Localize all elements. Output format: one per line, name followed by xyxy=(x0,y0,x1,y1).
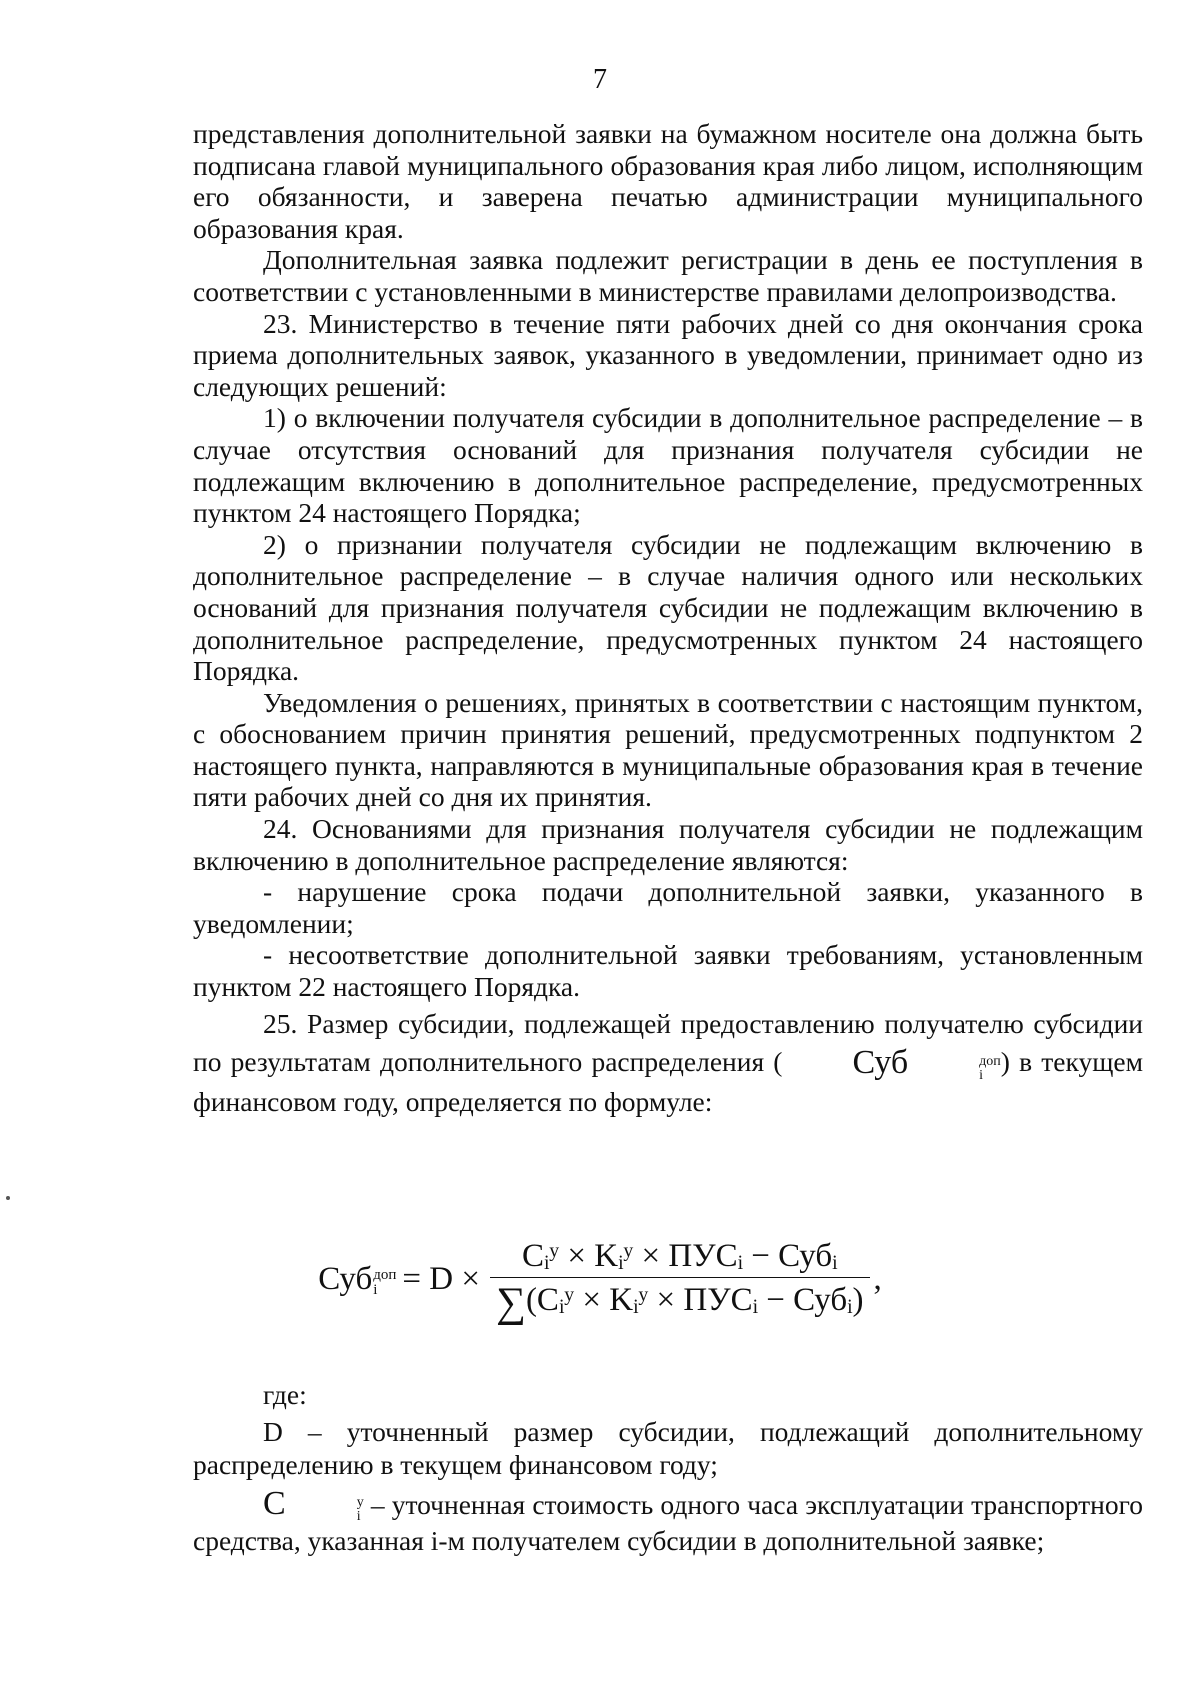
c-symbol: C у i xyxy=(263,1485,364,1524)
formula-lhs: Суб доп i xyxy=(318,1261,397,1298)
formula xyxy=(0,1238,1200,1326)
definition-c xyxy=(193,1487,1143,1557)
paragraph: 2) о признании получателя субсидии не подлежащим включению в дополнительное распределение – в случае наличия одного или нескольких оснований для признания получателя субсидии не подлежащим включению в дополнительное распределение, предусмотренных пунктом 24 настоящего Порядка. xyxy=(193,528,1143,687)
formula-trailing-comma: , xyxy=(873,1261,882,1297)
paragraph: представления дополнительной заявки на бумажном носителе она должна быть подписана главой муниципального образования края либо лицом, исполняющим его обязанности, и заверена печатью администрации муниципального образования края. xyxy=(193,118,1143,244)
formula-equals: = D × xyxy=(402,1261,480,1297)
symbol-superscript: доп xyxy=(979,1053,1001,1069)
page-number: 7 xyxy=(593,64,607,95)
paragraph: 24. Основаниями для признания получателя субсидии не подлежащим включению в дополнительное распределение являются: xyxy=(193,813,1143,876)
formula-denominator-wrap xyxy=(490,1277,870,1326)
document-body xyxy=(193,118,1143,1121)
paragraph: Дополнительная заявка подлежит регистрации в день ее поступления в соответствии с установленными в министерстве правилами делопроизводства. xyxy=(193,244,1143,307)
subsidy-symbol: Суб доп i xyxy=(852,1043,1001,1083)
where-label: где: xyxy=(263,1379,307,1410)
paragraph: - нарушение срока подачи дополнительной заявки, указанного в уведомлении; xyxy=(193,876,1143,939)
formula-denominator: (Cᵢʸ × Kᵢʸ × ПУСᵢ − Субᵢ) xyxy=(525,1282,864,1318)
definition-c-text: – уточненная стоимость одного часа эксплуатации транспортного средства, указанная i-м получателем субсидии в дополнительной заявке; xyxy=(193,1489,1143,1556)
paragraph-25-text-before: 25. Размер субсидии, подлежащей предоставлению получателю субсидии по результатам дополнительного распределения ( xyxy=(193,1007,1143,1077)
scan-speck xyxy=(6,1196,10,1200)
paragraph-25 xyxy=(193,1005,1143,1121)
definition-d: D – уточненный размер субсидии, подлежащий дополнительному распределению в текущем финансовом году; xyxy=(193,1416,1143,1480)
paragraph: - несоответствие дополнительной заявки требованиям, установленным пунктом 22 настоящего Порядка. xyxy=(193,939,1143,1003)
definitions xyxy=(193,1378,1143,1557)
paragraph-25-text-after: ) в текущем финансовом году, определяется по формуле: xyxy=(193,1045,1143,1117)
paragraph: Уведомления о решениях, принятых в соответствии с настоящим пунктом, с обоснованием причин принятия решений, предусмотренных подпунктом 2 настоящего пункта, направляются в муниципальные образования края в течение пяти рабочих дней со дня их принятия. xyxy=(193,686,1143,813)
formula-fraction xyxy=(490,1238,870,1326)
paragraph: 1) о включении получателя субсидии в дополнительное распределение – в случае отсутствия оснований для признания получателя субсидии не подлежащим включению в дополнительное распределение, предусмотренных пунктом 24 настоящего Порядка; xyxy=(193,402,1143,529)
symbol-subscript: i xyxy=(979,1067,984,1083)
paragraph: 23. Министерство в течение пяти рабочих дней со дня окончания срока приема дополнительных заявок, указанного в уведомлении, принимает одно из следующих решений: xyxy=(193,307,1143,402)
formula-numerator: Cᵢʸ × Kᵢʸ × ПУСᵢ − Субᵢ xyxy=(521,1238,838,1274)
sigma-symbol: ∑ xyxy=(495,1280,526,1326)
